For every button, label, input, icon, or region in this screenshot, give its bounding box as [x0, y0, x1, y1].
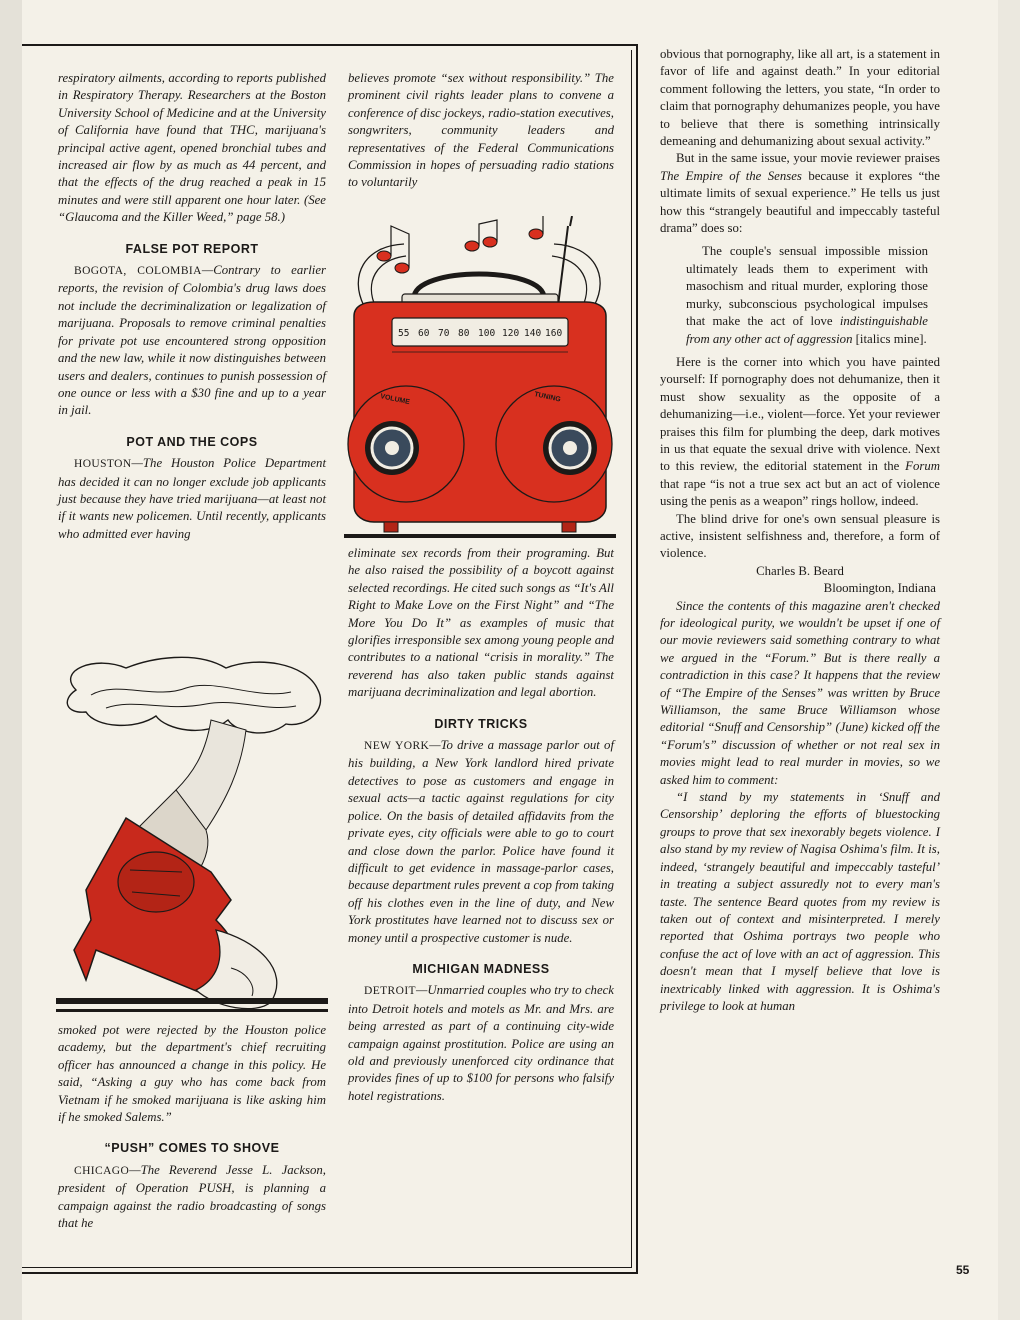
news-continued-text: respiratory ailments, according to reports published in Respiratory Therapy. Researchers at the Boston University School of Medicine and at the University of California have found that THC, marijuana's principal active agent, opened bronchial tubes and increased air flow by as much as 44 percent, and that the effects of the drug reached a peak in 15 minutes and were still apparent one hour later. (See “Glaucoma and the Killer Weed,” page 58.) — [58, 71, 326, 225]
letter-paragraph-4: The blind drive for one's own sensual pleasure is active, insistent selfishness and, therefore, a form of violence. — [660, 511, 940, 561]
heading-false-pot-report: FALSE POT REPORT — [125, 241, 259, 256]
editor-reply-paragraph-1: Since the contents of this magazine aren't checked for ideological purity, we wouldn't be upset if one of our movie reviewers said something contrary to what we argued in the “Forum.” But is there really a contradiction in this case? It happens that the review of “The Empire of the Senses” was written by Bruce Williamson, the same Bruce Williamson whose editorial “Snuff and Censorship” (June) kicked off the “Forum's” discussion of whether or not real sex in movies might lead to real murder in movies, so we asked him to comment: — [660, 598, 940, 787]
page-number: 55 — [956, 1263, 970, 1277]
dirty-tricks-text: —To drive a massage parlor out of his building, a New York landlord hired private detectives to pose as customers and engage in sexual acts—a tactic against regulations for city police. On the basis of detailed affidavits from the private eyes, city officials were able to go to court and close down the parlor. Police have found it difficult to get evidence in massage-parlor cases, because department rules prevent a cop from taking off his clothes even in the line of duty, and New York prostitutes have learned not to discuss sex or money until a prospective customer is nude. — [348, 738, 615, 945]
dateline-chicago: CHICAGO — [74, 1164, 130, 1177]
quote-italic: indistinguishable from any other act of aggression — [686, 314, 928, 346]
michigan-text: —Unmarried couples who try to check into Detroit hotels and motels as Mr. and Mrs. are being arrested as part of a continuing city-wide campaign against prostitution. Police are using an old and previously unenforced city ordinance that provides fines of up to $100 for persons who falsify hotel registrations. — [348, 983, 614, 1103]
page-left-margin — [0, 0, 22, 1320]
radio-illustration — [344, 216, 616, 542]
signature-name: Charles B. Beard — [756, 563, 844, 578]
pot-cops-text-b: smoked pot were rejected by the Houston police academy, but the department's chief recruiting officer has announced a change in this policy. He said, “Asking a guy who has come back from Vietnam if he smoked marijuana is like asking him if he smoked Salems.” — [58, 1023, 326, 1125]
heading-push-comes-to-shove: “PUSH” COMES TO SHOVE — [104, 1141, 280, 1156]
dial-number: 60 — [418, 328, 430, 339]
signature-place: Bloomington, Indiana — [823, 581, 936, 596]
push-text-c: eliminate sex records from their programing. But he also raised the possibility of a boycott against selected recordings. He cited such songs as “It's All Right to Make Love on the First Night” and “The More You Do It” as examples of music that glorifies irresponsible sex among young people and contributes to a national “crisis in morality.” The reverend has also taken public stands against marijuana decriminalization and legal abortion. — [348, 546, 614, 700]
letter-p3-a: Here is the corner into which you have painted yourself: If pornography does not dehumanize, then it must show sexuality as the opposite of a dehumanizing—i.e., violent—force. Yet your reviewer praises this film for plumbing the deep, dark motives in us that equate the sexual drive with violence. Next to this review, the editorial statement in the — [660, 354, 940, 474]
revolver-drawing — [56, 650, 328, 1018]
letter-paragraph-2 — [660, 150, 940, 237]
push-text-b: believes promote “sex without responsibility.” The prominent civil rights leader plans to convene a conference of disc jockeys, radio-station executives, songwriters, community leaders and representatives of the Federal Communications Commission in hopes of persuading radio stations to voluntarily — [348, 71, 614, 190]
letter-paragraph-1: obvious that pornography, like all art, is a statement in favor of life and against death.” In your editorial comment following the letters, you state, “In order to claim that pornography dehumanizes people, you have to believe that there is something intrinsically demeaning and dehumanizing about sexual activity.” — [660, 47, 940, 149]
dial-number: 80 — [458, 328, 470, 339]
dial-number: 55 — [398, 328, 410, 339]
film-title: The Empire of the Senses — [660, 168, 802, 183]
revolver-smoke-illustration — [56, 650, 328, 1018]
dateline-houston: HOUSTON — [74, 458, 132, 471]
column-1 — [58, 70, 326, 543]
pot-cops-body — [58, 455, 326, 543]
forum-italic: Forum — [905, 459, 940, 474]
dial-number: 70 — [438, 328, 450, 339]
dial-number: 100 — [478, 328, 496, 339]
dateline-bogota: BOGOTA, COLOMBIA — [74, 265, 202, 278]
dial-number: 140 — [524, 328, 542, 339]
column-1-bottom — [58, 1022, 326, 1232]
quote-a: The couple's sensual impossible mission ultimately leads them to experiment with masochism and ritual murder, exploring those murky, subconscious psychological impulses that make the act of love — [686, 244, 928, 329]
dial-number: 120 — [502, 328, 520, 339]
false-pot-text: —Contrary to earlier reports, the revision of Colombia's drug laws does not include the decriminalization or legalization of marijuana. Proposals to remove criminal penalties for private pot use encountered strong opposition and the new law, while it now distinguishes between users and dealers, continues to punish possession of one ounce or less with a $30 fine and up to a year in jail. — [58, 263, 326, 418]
letter-paragraph-3 — [660, 354, 940, 511]
dirty-tricks-body — [348, 737, 614, 947]
letter-p2-b: because it explores “the ultimate limits of sexual experience.” He tells us just how this “strangely beautiful and impeccably tasteful drama” does so: — [660, 168, 940, 236]
volume-label: VOLUME — [379, 393, 411, 407]
dial-number: 160 — [545, 328, 563, 339]
heading-michigan-madness: MICHIGAN MADNESS — [412, 961, 550, 976]
push-body — [58, 1162, 326, 1233]
review-quote — [686, 243, 928, 347]
column-3-letters — [660, 46, 940, 1015]
quote-b: [italics mine]. — [852, 331, 927, 346]
column-2-bottom — [348, 545, 614, 1105]
editor-reply-paragraph-2: “I stand by my statements in ‘Snuff and Censorship’ deploring the efforts of bluestocking groups to prove that sex inexorably begets violence. I also stand by my review of Nagisa Oshima's film. It is, indeed, ‘strangely beautiful and impeccably tasteful’ in treating a subject assuredly not to every man's taste. The sentence Beard quotes from my review is taken out of context and misinterpreted. I merely reported that Oshima portrays two people who confuse the act of love with an act of aggression. This doesn't mean that I myself believe that love is inextricably linked with aggression. It is Oshima's privilege to look at human — [660, 790, 940, 1013]
letter-p2-a: But in the same issue, your movie reviewer praises — [676, 151, 940, 166]
letter-p3-b: that rape “is not a true sex act but an act of violence using the penis as a weapon” rings hollow, indeed. — [660, 476, 940, 509]
michigan-body — [348, 982, 614, 1105]
tuning-label: TUNING — [533, 391, 562, 404]
false-pot-body — [58, 262, 326, 420]
heading-pot-and-the-cops: POT AND THE COPS — [126, 434, 258, 449]
dateline-detroit: DETROIT — [364, 985, 416, 998]
push-text-a: —The Reverend Jesse L. Jackson, president of Operation PUSH, is planning a campaign against the radio broadcasting of songs that he — [58, 1162, 326, 1231]
pot-cops-text-a: —The Houston Police Department has decided it can no longer exclude job applicants just because they have tried marijuana—at least not if it wants new policemen. Until recently, applicants who admitted ever having — [58, 456, 326, 541]
radio-dial-labels — [398, 328, 562, 339]
heading-dirty-tricks: DIRTY TRICKS — [434, 716, 528, 731]
radio-drawing — [344, 216, 616, 542]
column-2 — [348, 70, 614, 192]
page-right-margin — [998, 0, 1020, 1320]
dateline-new-york: NEW YORK — [364, 740, 430, 753]
